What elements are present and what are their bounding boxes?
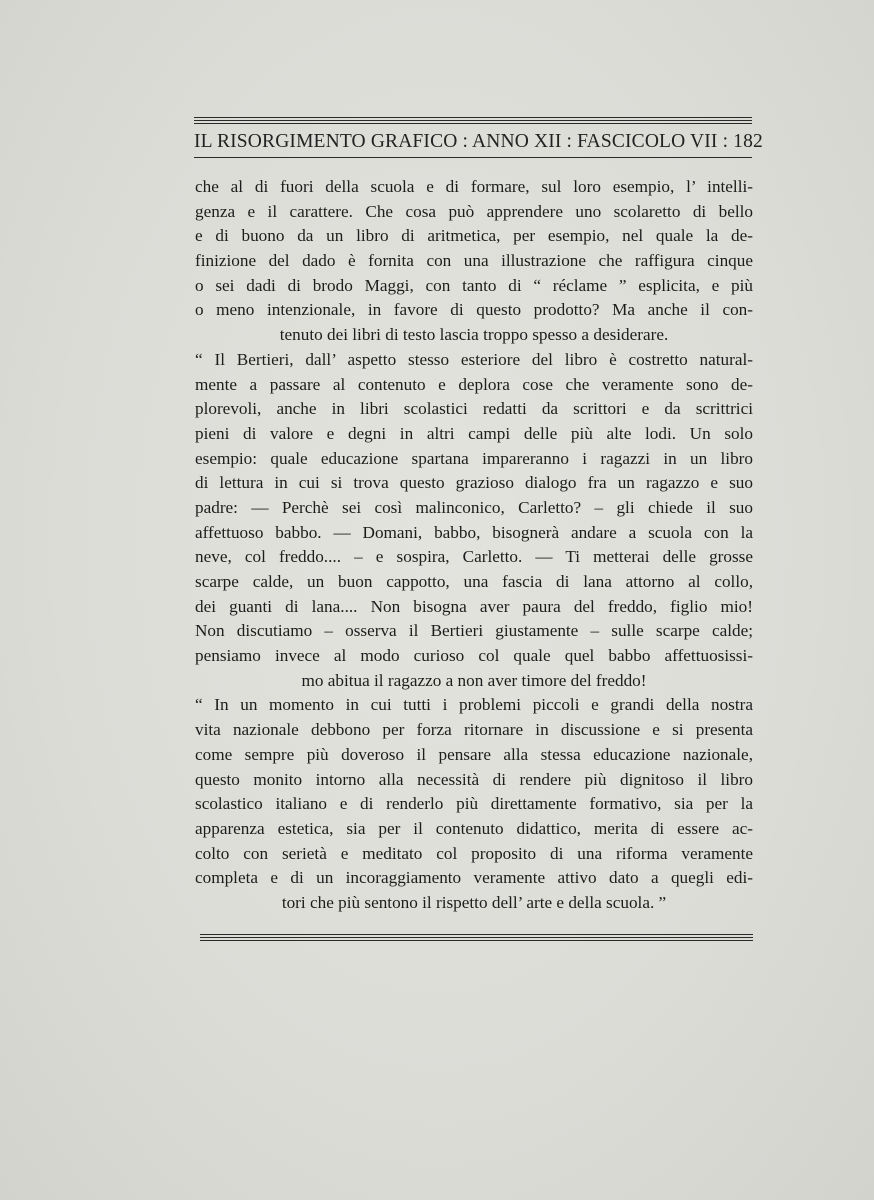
text-line: esempio: quale educazione spartana impareranno i ragazzi in un libro (195, 448, 753, 468)
text-line: questo monito intorno alla necessità di rendere più dignitoso il libro (195, 769, 753, 789)
text-line: affettuoso babbo. — Domani, babbo, bisognerà andare a scuola con la (195, 522, 753, 542)
text-line: finizione del dado è fornita con una illustrazione che raffigura cinque (195, 251, 753, 271)
text-line: e di buono da un libro di aritmetica, per esempio, nel quale la de- (195, 226, 753, 246)
running-header: IL RISORGIMENTO GRAFICO : ANNO XII : FASCICOLO VII : 182 (194, 131, 763, 152)
text-line: neve, col freddo.... – e sospira, Carletto. — Ti metterai delle grosse (195, 547, 753, 567)
text-line: o sei dadi di brodo Maggi, con tanto di “ réclame ” esplicita, e più (195, 275, 753, 295)
text-line: colto con serietà e meditato col proposito di una riforma veramente (195, 843, 753, 863)
text-line: “ Il Bertieri, dall’ aspetto stesso esteriore del libro è costretto natural- (195, 349, 753, 369)
text-line: tenuto dei libri di testo lascia troppo spesso a desiderare. (279, 325, 669, 345)
text-line: Non discutiamo – osserva il Bertieri giustamente – sulle scarpe calde; (195, 621, 753, 641)
text-line: “ In un momento in cui tutti i problemi piccoli e grandi della nostra (195, 695, 753, 715)
top-double-rule (194, 117, 752, 126)
text-line: dei guanti di lana.... Non bisogna aver paura del freddo, figlio mio! (195, 596, 753, 616)
text-line: che al di fuori della scuola e di formare, sul loro esempio, l’ intelli- (195, 177, 753, 196)
text-line: vita nazionale debbono per forza ritornare in discussione e si presenta (195, 720, 753, 740)
text-line: mente a passare al contenuto e deplora cose che veramente sono de- (195, 374, 753, 394)
text-line: pieni di valore e degni in altri campi delle più alte lodi. Un solo (195, 423, 753, 443)
text-line: scarpe calde, un buon cappotto, una fascia di lana attorno al collo, (195, 572, 753, 591)
article-body (195, 175, 753, 916)
text-line: di lettura in cui si trova questo grazioso dialogo fra un ragazzo e suo (195, 473, 753, 493)
text-line: genza e il carattere. Che cosa può apprendere uno scolaretto di bello (195, 201, 753, 221)
text-line: completa e di un incoraggiamento veramente attivo dato a quegli edi- (195, 868, 753, 888)
text-line: mo abitua il ragazzo a non aver timore del freddo! (301, 670, 647, 690)
bottom-double-rule (200, 934, 753, 943)
text-line: come sempre più doveroso il pensare alla stessa educazione nazionale, (195, 744, 753, 764)
text-line: padre: — Perchè sei così malinconico, Carletto? – gli chiede il suo (195, 497, 753, 517)
text-line: o meno intenzionale, in favore di questo prodotto? Ma anche il con- (195, 300, 753, 320)
text-line: tori che più sentono il rispetto dell’ arte e della scuola. ” (281, 892, 667, 912)
text-line: scolastico italiano e di renderlo più direttamente formativo, sia per la (195, 794, 753, 814)
header-rule (194, 157, 752, 158)
text-line: apparenza estetica, sia per il contenuto didattico, merita di essere ac- (195, 818, 753, 838)
text-line: plorevoli, anche in libri scolastici redatti da scrittori e da scrittrici (195, 399, 753, 419)
text-line: pensiamo invece al modo curioso col quale quel babbo affettuosissi- (195, 646, 753, 666)
